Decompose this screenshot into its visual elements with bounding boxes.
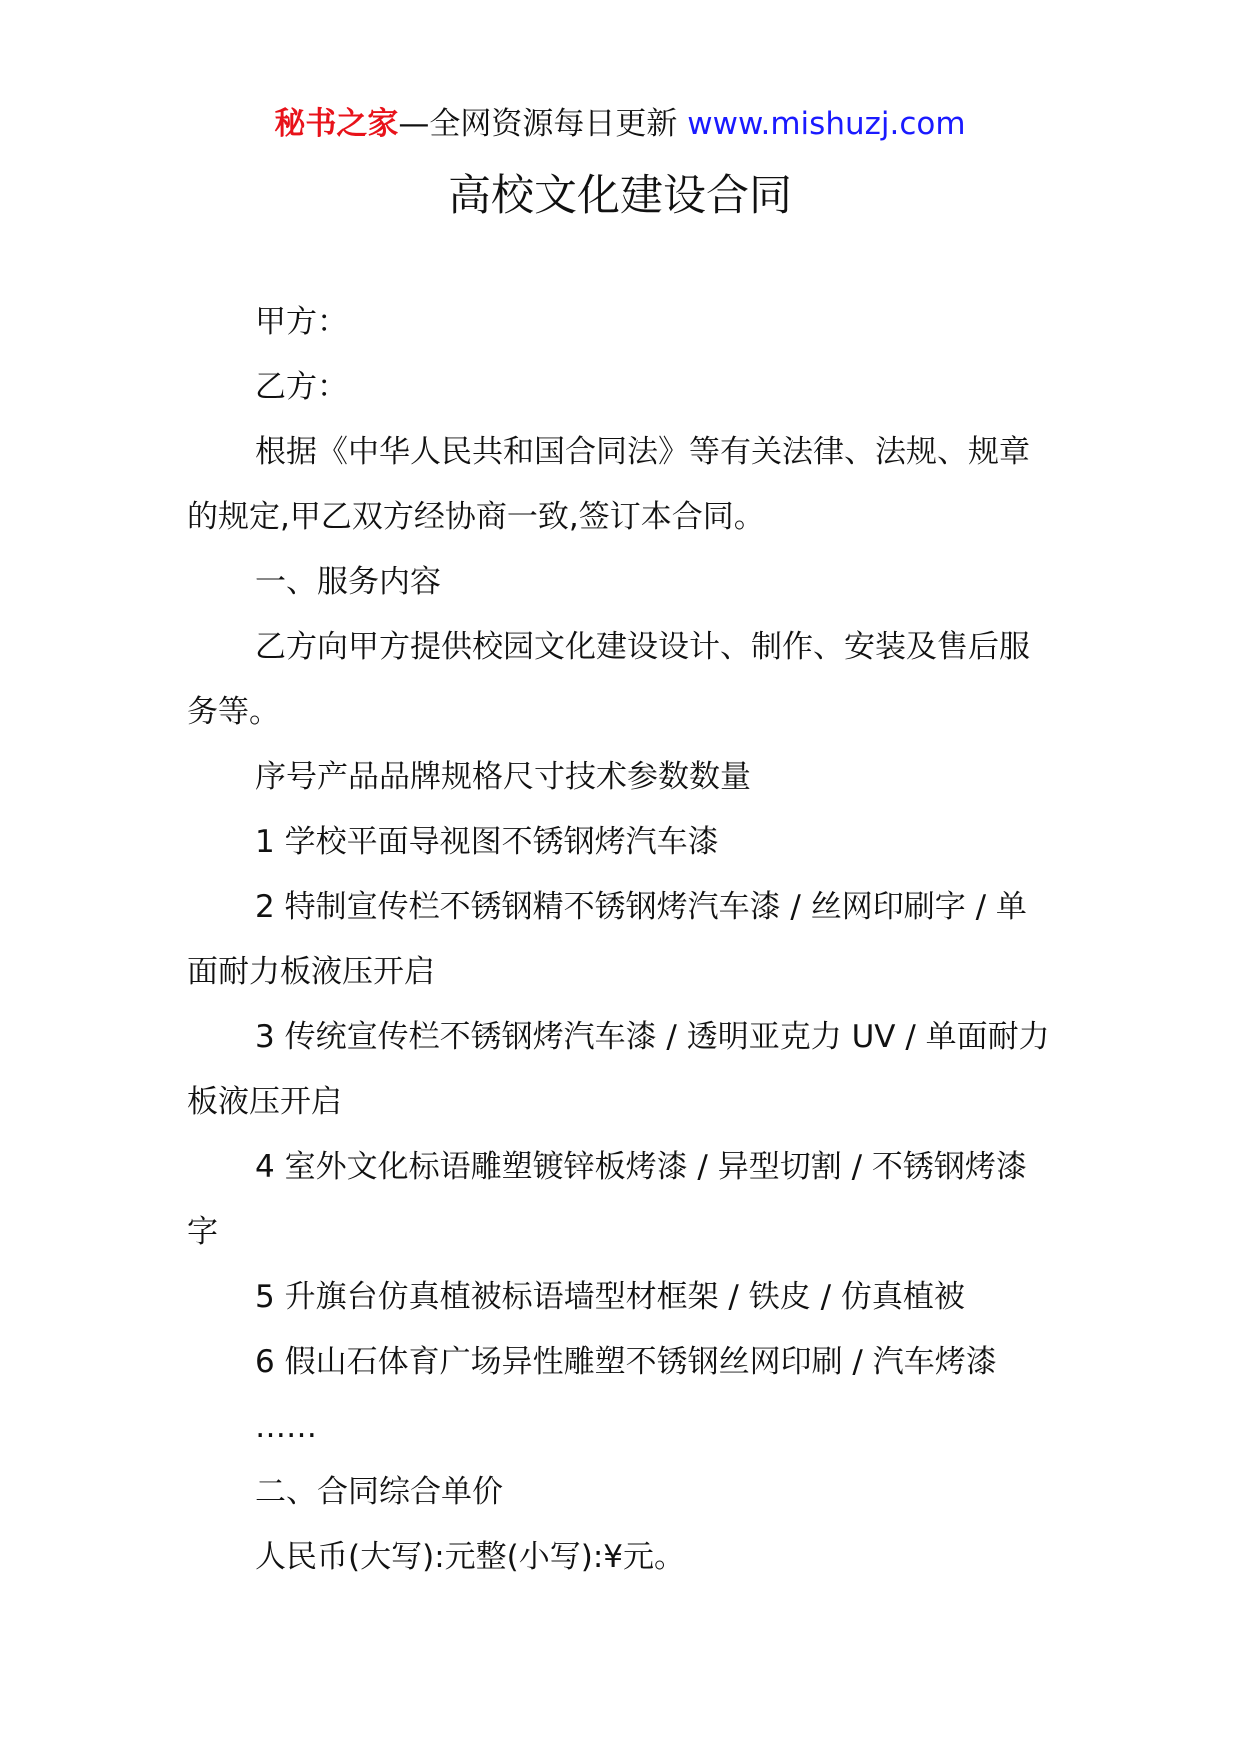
product-item: 5 升旗台仿真植被标语墙型材框架 / 铁皮 / 仿真植被 — [255, 1279, 965, 1315]
document-title: 高校文化建设合同 — [448, 171, 792, 221]
product-item: 6 假山石体育广场异性雕塑不锈钢丝网印刷 / 汽车烤漆 — [255, 1344, 997, 1380]
service-description: 乙方向甲方提供校园文化建设设计、制作、安装及售后服务等。 — [187, 629, 1030, 730]
section-heading-service: 一、服务内容 — [255, 564, 441, 600]
section-heading-price: 二、合同综合单价 — [255, 1474, 503, 1510]
ellipsis-line: …… — [255, 1409, 317, 1445]
product-item: 1 学校平面导视图不锈钢烤汽车漆 — [255, 824, 719, 860]
site-header — [0, 100, 1240, 148]
party-a-line: 甲方： — [255, 304, 348, 340]
header-slogan: —全网资源每日更新 — [398, 106, 678, 142]
product-item: 3 传统宣传栏不锈钢烤汽车漆 / 透明亚克力 UV / 单面耐力板液压开启 — [187, 1019, 1050, 1120]
brand-name: 秘书之家 — [274, 106, 399, 142]
document-body — [187, 290, 1053, 1590]
product-item: 4 室外文化标语雕塑镀锌板烤漆 / 异型切割 / 不锈钢烤漆字 — [187, 1149, 1027, 1250]
party-b-line: 乙方： — [255, 369, 348, 405]
site-url-link[interactable]: www.mishuzj.com — [687, 106, 966, 142]
product-item: 2 特制宣传栏不锈钢精不锈钢烤汽车漆 / 丝网印刷字 / 单面耐力板液压开启 — [187, 889, 1027, 990]
product-table-header: 序号产品品牌规格尺寸技术参数数量 — [255, 759, 751, 795]
price-line: 人民币(大写):元整(小写):¥元。 — [255, 1539, 685, 1575]
preamble-paragraph: 根据《中华人民共和国合同法》等有关法律、法规、规章的规定,甲乙双方经协商一致,签订本合同。 — [187, 434, 1030, 535]
